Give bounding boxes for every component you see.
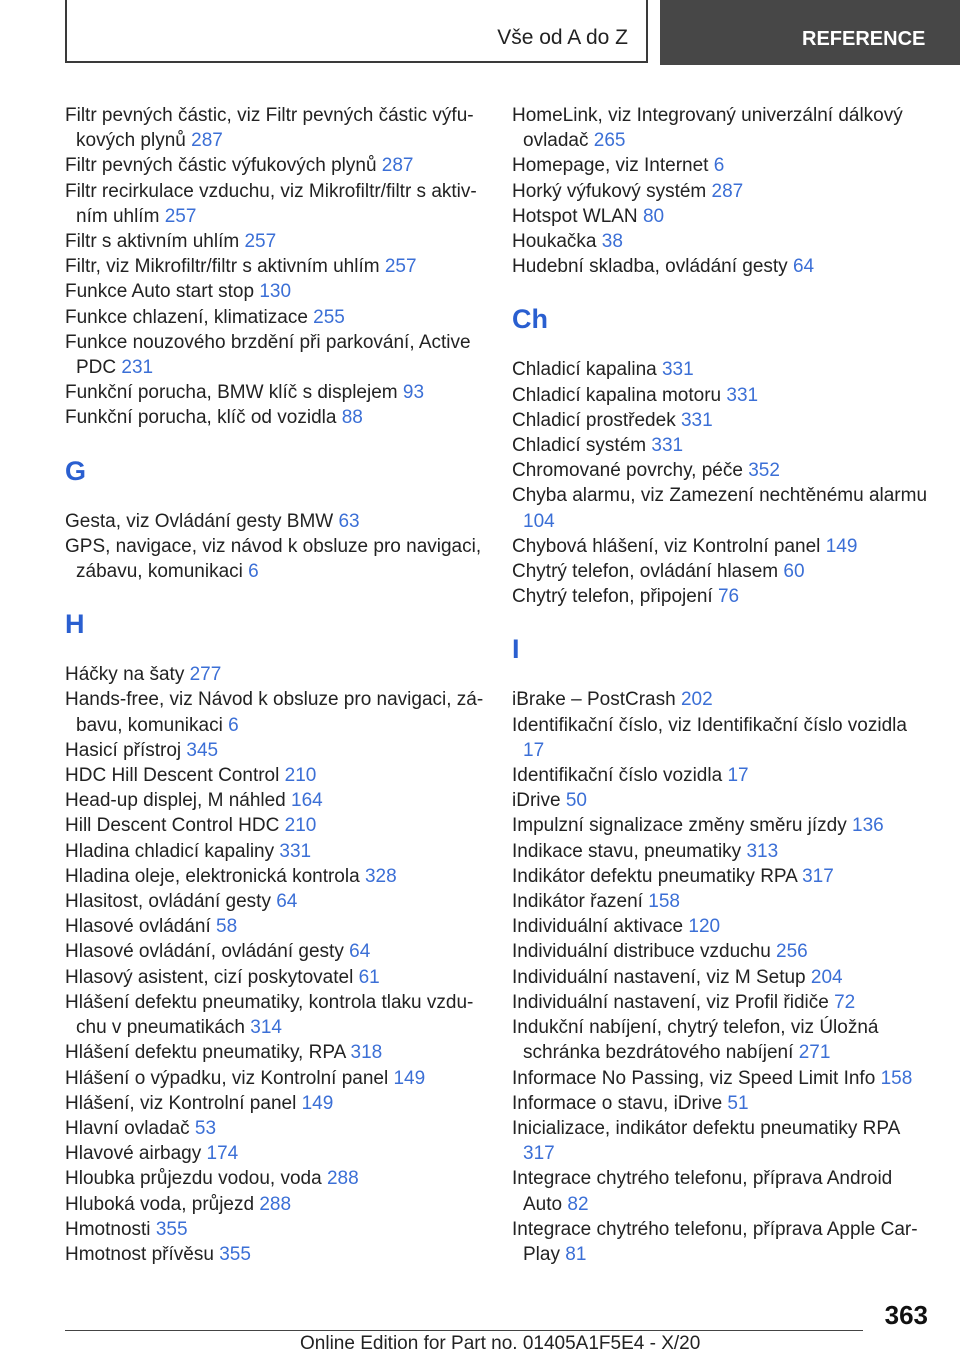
index-entry-text: Gesta, viz Ovládání gesty BMW <box>65 510 334 532</box>
page-reference-link[interactable]: 81 <box>565 1243 587 1265</box>
page-reference-link[interactable]: 331 <box>680 409 713 431</box>
page-reference-link[interactable]: 331 <box>279 840 312 862</box>
index-entry <box>512 103 932 153</box>
index-entry-text: Hlavové airbagy <box>65 1143 202 1165</box>
index-entry <box>512 990 932 1015</box>
index-entry-text: Chladicí prostředek <box>512 409 676 431</box>
index-entry-text: Funkce nouzového brzdění při parkování, Active PDC <box>65 331 471 379</box>
index-entry <box>512 713 932 763</box>
index-entry-text: Integrace chytrého telefonu, příprava Android Auto <box>512 1168 893 1215</box>
index-entry <box>65 990 485 1040</box>
index-entry-text: Hlášení defektu pneumatiky, kontrola tlaku vzduchu v pneumatikách <box>65 991 474 1039</box>
index-entry <box>65 405 485 430</box>
index-entry-text: Hladina chladicí kapaliny <box>65 840 275 862</box>
footer-divider <box>65 1330 863 1331</box>
index-entry-text: Hlášení, viz Kontrolní panel <box>65 1092 297 1114</box>
index-entry <box>65 305 485 330</box>
index-letter-heading: Ch <box>512 304 548 335</box>
index-entry <box>512 458 932 483</box>
index-entry-text: Hotspot WLAN <box>512 205 638 227</box>
index-entry-text: Integrace chytrého telefonu, příprava Apple CarPlay <box>512 1218 918 1265</box>
index-entry <box>512 204 932 229</box>
index-entry-text: Homepage, viz Internet <box>512 155 709 177</box>
page-reference-link[interactable]: 331 <box>661 359 694 381</box>
page-reference-link[interactable]: 149 <box>393 1067 426 1089</box>
page-reference-link[interactable]: 210 <box>284 815 317 837</box>
index-entry-text: Chladicí systém <box>512 435 647 457</box>
index-column-left <box>65 103 485 1267</box>
index-entry <box>65 254 485 279</box>
page-reference-link[interactable]: 210 <box>284 765 317 787</box>
page-reference-link[interactable]: 257 <box>244 231 277 253</box>
page-reference-link[interactable]: 174 <box>206 1143 239 1165</box>
page-reference-link[interactable]: 64 <box>276 891 298 913</box>
index-letter-heading: I <box>512 634 520 665</box>
footer-edition-text: Online Edition for Part no. 01405A1F5E4 - X/20 <box>300 1333 701 1354</box>
index-entry <box>65 788 485 813</box>
index-entry <box>512 763 932 788</box>
index-entry-text: Chladicí kapalina <box>512 359 657 381</box>
page-reference-link[interactable]: 265 <box>593 130 626 152</box>
index-entry <box>512 839 932 864</box>
page-reference-link[interactable]: 76 <box>717 586 740 608</box>
index-entry <box>512 408 932 433</box>
page-reference-link[interactable]: 328 <box>364 865 397 887</box>
index-entry-text: Hasicí přístroj <box>65 739 182 761</box>
page-reference-link[interactable]: 256 <box>776 941 808 963</box>
index-entry-text: Identifikační číslo vozidla <box>512 765 723 787</box>
page-reference-link[interactable]: 355 <box>155 1218 188 1240</box>
index-entry-text: Hlavní ovladač <box>65 1117 190 1139</box>
index-entry <box>65 965 485 990</box>
reference-tab: REFERENCE <box>660 0 960 65</box>
page-reference-link[interactable]: 202 <box>680 689 713 711</box>
page-reference-link[interactable]: 257 <box>384 256 417 278</box>
index-entry-text: Filtr s aktivním uhlím <box>65 231 240 253</box>
page-reference-link[interactable]: 17 <box>523 739 545 761</box>
page-reference-link[interactable]: 58 <box>216 916 238 938</box>
index-entry-text: Chytrý telefon, připojení <box>512 586 713 608</box>
page-reference-link[interactable]: 64 <box>349 941 371 963</box>
page-reference-link[interactable]: 120 <box>688 916 721 938</box>
index-entry-text: Indikátor řazení <box>512 891 643 913</box>
section-title: Vše od A do Z <box>497 26 628 49</box>
index-entry <box>65 1141 485 1166</box>
index-entry <box>65 1091 485 1116</box>
index-entry-text: HDC Hill Descent Control <box>65 765 280 787</box>
page-reference-link[interactable]: 314 <box>250 1017 282 1039</box>
page-reference-link[interactable]: 271 <box>798 1042 831 1064</box>
page-reference-link[interactable]: 345 <box>186 739 219 761</box>
page-reference-link[interactable]: 277 <box>189 664 222 686</box>
index-entry-text: Filtr recirkulace vzduchu, viz Mikrofiltr/filtr s aktivním uhlím <box>65 180 477 227</box>
page-reference-link[interactable]: 352 <box>748 460 780 482</box>
page-reference-link[interactable]: 317 <box>523 1143 555 1165</box>
page-reference-link[interactable]: 257 <box>164 205 197 227</box>
index-entry-text: Hloubka průjezdu vodou, voda <box>65 1168 322 1190</box>
page-reference-link[interactable]: 60 <box>783 561 805 583</box>
index-entry <box>65 153 485 178</box>
page-reference-link[interactable]: 149 <box>301 1092 334 1114</box>
index-entry-text: Hladina oleje, elektronická kontrola <box>65 865 360 887</box>
index-entry-text: iBrake – PostCrash <box>512 689 676 711</box>
index-entry-text: iDrive <box>512 790 561 812</box>
page-reference-link[interactable]: 72 <box>834 991 856 1013</box>
index-entry-text: Individuální nastavení, viz Profil řidiče <box>512 991 829 1013</box>
index-entry-text: Indikace stavu, pneumatiky <box>512 840 742 862</box>
index-entry-text: Inicializace, indikátor defektu pneumatiky RPA <box>512 1117 900 1139</box>
page-reference-link[interactable]: 88 <box>341 407 363 429</box>
index-entry <box>65 839 485 864</box>
index-entry-text: Identifikační číslo, viz Identifikační číslo vozidla <box>512 714 907 736</box>
page-reference-link[interactable]: 80 <box>642 205 665 227</box>
index-entry <box>512 483 932 533</box>
index-entry <box>512 889 932 914</box>
index-entry-text: Individuální distribuce vzduchu <box>512 941 771 963</box>
index-entry <box>65 534 485 584</box>
page-reference-link[interactable]: 6 <box>713 155 725 177</box>
page-number: 363 <box>884 1300 928 1330</box>
index-entry-text: Indikátor defektu pneumatiky RPA <box>512 865 797 887</box>
page-reference-link[interactable]: 288 <box>326 1168 359 1190</box>
index-entry-text: Chyba alarmu, viz Zamezení nechtěnému alarmu <box>512 485 928 507</box>
index-entry <box>512 914 932 939</box>
index-entry <box>512 687 932 712</box>
index-entry <box>65 1066 485 1091</box>
index-letter-heading: G <box>65 455 87 486</box>
page-reference-link[interactable]: 50 <box>565 790 587 812</box>
index-entry-text: Individuální nastavení, viz M Setup <box>512 966 806 988</box>
index-entry <box>65 813 485 838</box>
index-entry <box>512 229 932 254</box>
index-entry-text: Hmotnosti <box>65 1218 151 1240</box>
page-reference-link[interactable]: 17 <box>727 765 749 787</box>
page-reference-link[interactable]: 204 <box>810 966 843 988</box>
index-entry <box>512 357 932 382</box>
index-entry <box>512 965 932 990</box>
index-entry <box>512 1217 932 1267</box>
index-entry-text: Funkce Auto start stop <box>65 281 255 303</box>
index-entry <box>512 939 932 964</box>
page-reference-link[interactable]: 64 <box>792 256 815 278</box>
page-reference-link[interactable]: 149 <box>825 535 858 557</box>
page-reference-link[interactable]: 288 <box>259 1193 292 1215</box>
index-entry <box>512 1066 932 1091</box>
index-entry-text: Hands-free, viz Návod k obsluze pro navigaci, zábavu, komunikaci <box>65 689 484 736</box>
index-entry <box>65 738 485 763</box>
index-entry <box>512 788 932 813</box>
page-reference-link[interactable]: 53 <box>194 1117 217 1139</box>
index-entry <box>512 383 932 408</box>
index-entry <box>65 229 485 254</box>
index-entry <box>512 1015 932 1065</box>
page-reference-link[interactable]: 287 <box>381 155 414 177</box>
page-reference-link[interactable]: 158 <box>648 891 680 913</box>
index-entry-text: Filtr pevných částic výfukových plynů <box>65 155 377 177</box>
index-entry <box>512 254 932 279</box>
index-entry <box>65 1116 485 1141</box>
page-reference-link[interactable]: 82 <box>567 1193 589 1215</box>
index-entry <box>65 279 485 304</box>
index-letter-heading: H <box>65 609 85 640</box>
index-entry <box>512 813 932 838</box>
index-entry-text: Háčky na šaty <box>65 664 185 686</box>
index-entry-text: Impulzní signalizace změny směru jízdy <box>512 815 847 837</box>
index-entry <box>65 763 485 788</box>
index-entry <box>65 1040 485 1065</box>
index-entry-text: Hudební skladba, ovládání gesty <box>512 256 788 278</box>
page-reference-link[interactable]: 287 <box>191 130 223 152</box>
index-entry <box>512 534 932 559</box>
index-entry <box>512 864 932 889</box>
index-entry <box>65 864 485 889</box>
index-entry <box>65 509 485 534</box>
page-reference-link[interactable]: 164 <box>291 790 323 812</box>
index-entry <box>512 1166 932 1216</box>
index-entry-text: Hluboká voda, průjezd <box>65 1193 255 1215</box>
page-reference-link[interactable]: 61 <box>358 966 380 988</box>
page-reference-link[interactable]: 51 <box>727 1092 749 1114</box>
page-reference-link[interactable]: 231 <box>121 357 154 379</box>
index-entry-text: Individuální aktivace <box>512 916 684 938</box>
page-reference-link[interactable]: 255 <box>313 306 345 328</box>
index-entry <box>512 433 932 458</box>
index-entry <box>65 1217 485 1242</box>
page-reference-link[interactable]: 158 <box>880 1067 913 1089</box>
index-entry <box>65 380 485 405</box>
index-entry-text: Chytrý telefon, ovládání hlasem <box>512 561 779 583</box>
page-reference-link[interactable]: 93 <box>402 382 425 404</box>
index-entry <box>65 662 485 687</box>
page-reference-link[interactable]: 136 <box>852 815 884 837</box>
index-entry <box>512 1091 932 1116</box>
index-entry-text: Hlášení defektu pneumatiky, RPA <box>65 1042 346 1064</box>
index-entry <box>65 687 485 737</box>
index-entry <box>65 1192 485 1217</box>
index-entry-text: Hmotnost přívěsu <box>65 1243 214 1265</box>
index-entry-text: Informace o stavu, iDrive <box>512 1092 723 1114</box>
index-entry <box>512 1116 932 1166</box>
index-entry-text: Hlasové ovládání <box>65 916 211 938</box>
index-entry-text: HomeLink, viz Integrovaný univerzální dálkový ovladač <box>512 105 903 152</box>
page-reference-link[interactable]: 313 <box>746 840 779 862</box>
index-entry <box>65 330 485 380</box>
index-entry <box>65 103 485 153</box>
index-entry <box>512 179 932 204</box>
index-entry-text: Chladicí kapalina motoru <box>512 384 722 406</box>
index-entry <box>65 939 485 964</box>
page-reference-link[interactable]: 317 <box>802 865 834 887</box>
index-entry <box>512 584 932 609</box>
page-reference-link[interactable]: 38 <box>601 231 623 253</box>
page-reference-link[interactable]: 355 <box>219 1243 251 1265</box>
index-entry-text: Funkce chlazení, klimatizace <box>65 306 308 328</box>
index-entry <box>65 889 485 914</box>
index-entry-text: Funkční porucha, klíč od vozidla <box>65 407 337 429</box>
index-entry <box>512 153 932 178</box>
index-entry <box>65 1166 485 1191</box>
index-entry <box>512 559 932 584</box>
index-entry-text: Funkční porucha, BMW klíč s displejem <box>65 382 398 404</box>
index-column-right <box>512 103 932 1267</box>
page-reference-link[interactable]: 331 <box>726 384 759 406</box>
index-entry-text: Hlášení o výpadku, viz Kontrolní panel <box>65 1067 389 1089</box>
index-entry-text: Hlasové ovládání, ovládání gesty <box>65 941 344 963</box>
index-entry-text: Filtr pevných částic, viz Filtr pevných částic výfukových plynů <box>65 105 474 152</box>
index-entry-text: Chromované povrchy, péče <box>512 460 743 482</box>
index-entry-text: Indukční nabíjení, chytrý telefon, viz Úložná schránka bezdrátového nabíjení <box>512 1017 879 1064</box>
index-entry-text: GPS, navigace, viz návod k obsluze pro navigaci, zábavu, komunikaci <box>65 535 482 583</box>
index-entry-text: Head-up displej, M náhled <box>65 790 286 812</box>
page-reference-link[interactable]: 6 <box>248 561 259 583</box>
index-entry-text: Filtr, viz Mikrofiltr/filtr s aktivním uhlím <box>65 256 380 278</box>
index-entry-text: Horký výfukový systém <box>512 180 707 202</box>
index-entry-text: Hlasový asistent, cizí poskytovatel <box>65 966 354 988</box>
page-reference-link[interactable]: 6 <box>228 714 239 736</box>
page-reference-link[interactable]: 63 <box>338 510 360 532</box>
index-entry-text: Hlasitost, ovládání gesty <box>65 891 271 913</box>
index-entry <box>65 1242 485 1267</box>
index-entry-text: Informace No Passing, viz Speed Limit Info <box>512 1067 876 1089</box>
index-entry <box>65 914 485 939</box>
index-entry-text: Hill Descent Control HDC <box>65 815 280 837</box>
page-reference-link[interactable]: 104 <box>523 510 555 532</box>
page-reference-link[interactable]: 287 <box>711 180 744 202</box>
page-reference-link[interactable]: 318 <box>350 1042 383 1064</box>
page-reference-link[interactable]: 130 <box>259 281 292 303</box>
index-entry <box>65 179 485 229</box>
index-entry-text: Houkačka <box>512 231 597 253</box>
index-entry-text: Chybová hlášení, viz Kontrolní panel <box>512 535 821 557</box>
page-reference-link[interactable]: 331 <box>651 435 684 457</box>
